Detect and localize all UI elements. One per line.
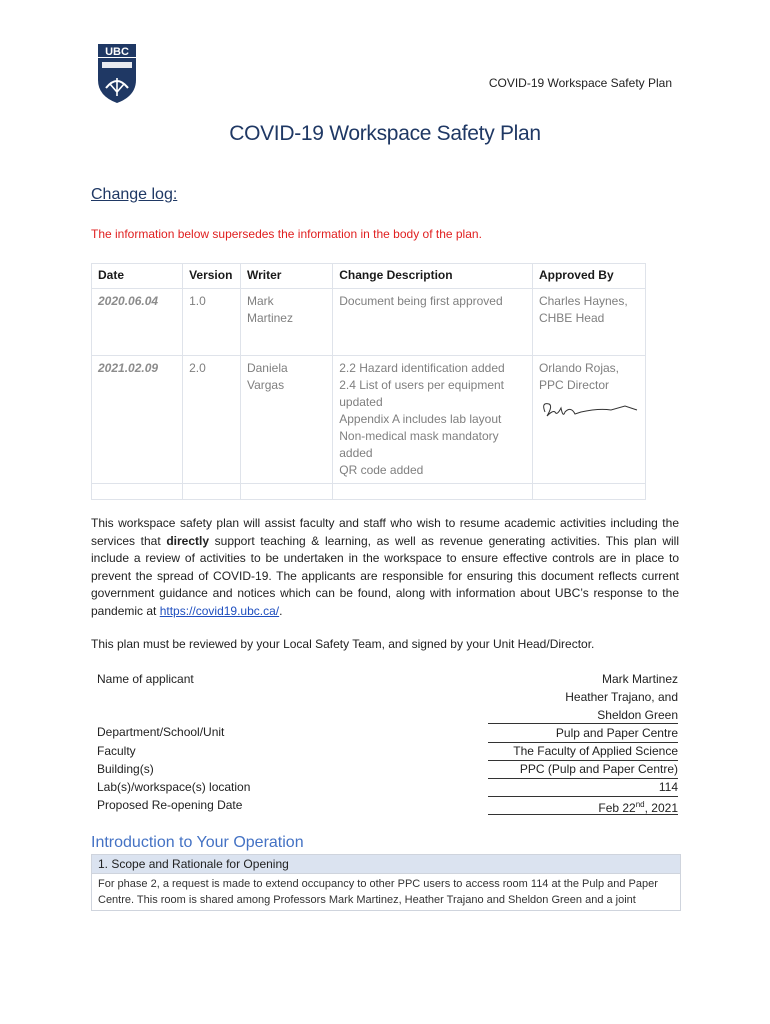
writer-line: Mark (246, 294, 274, 308)
applicant-name-value (565, 670, 678, 724)
paragraph-text: . (279, 603, 283, 618)
paragraph-text: support teaching & learning, as well as revenue generating activities. This plan will include a review of activities to be undertaken in the workspace to ensure effective controls are in place to prevent the spread of COVID-19. The applicants are responsible for ensuring this document reflects current government guidance and notices which can be found, along with information about UBC’s response to the pandemic at (91, 533, 679, 618)
header-title: COVID-19 Workspace Safety Plan (488, 76, 672, 90)
writer-line: Daniela (246, 361, 288, 375)
department-label: Department/School/Unit (97, 725, 225, 739)
review-note: This plan must be reviewed by your Local Safety Team, and signed by your Unit Head/Director. (91, 637, 595, 651)
applicant-name-label: Name of applicant (97, 672, 194, 686)
signature-image (539, 398, 639, 424)
version-cell: 2.0 (183, 356, 241, 484)
description-line: Document being first approved (339, 294, 503, 308)
scope-section (91, 854, 681, 911)
writer-line: Martinez (246, 311, 293, 325)
paragraph-emphasis: directly (166, 533, 209, 548)
change-log-table (91, 263, 646, 500)
applicant-name-line: Sheldon Green (597, 708, 678, 722)
scope-text-line: For phase 2, a request is made to extend occupancy to other PPC users to access room 114 at the Pulp and Paper (98, 878, 658, 890)
table-row (92, 484, 646, 500)
description-line: QR code added (339, 463, 424, 477)
description-line: added (339, 446, 373, 460)
department-value: Pulp and Paper Centre (555, 726, 678, 740)
writer-cell (240, 356, 332, 484)
approved-by-cell (532, 289, 645, 356)
faculty-value: The Faculty of Applied Science (513, 744, 678, 758)
covid-info-link[interactable]: https://covid19.ubc.ca/ (159, 603, 280, 618)
description-line: Non-medical mask mandatory (339, 429, 499, 443)
paragraph-text: This workspace safety plan will assist faculty and staff who wish to resume academic activities including the services that (91, 516, 679, 548)
description-line: 2.2 Hazard identification added (339, 361, 505, 375)
lab-location-label: Lab(s)/workspace(s) location (97, 780, 251, 794)
column-header: Version (183, 264, 241, 289)
table-row (92, 356, 646, 484)
faculty-label: Faculty (97, 744, 136, 758)
scope-section-text (92, 874, 680, 910)
approver-line: Charles Haynes, (538, 294, 628, 308)
intro-paragraph (91, 515, 679, 620)
scope-section-title: 1. Scope and Rationale for Opening (92, 855, 680, 874)
table-header-row (92, 264, 646, 289)
section-heading: Introduction to Your Operation (91, 834, 304, 851)
building-label: Building(s) (97, 762, 154, 776)
field-underline (488, 778, 678, 779)
approved-by-cell (532, 356, 645, 484)
approver-line: PPC Director (538, 378, 609, 392)
table-row (92, 289, 646, 356)
description-line: Appendix A includes lab layout (339, 412, 502, 426)
reopening-date-value: Feb 22nd, 2021 (598, 800, 678, 815)
approver-line: CHBE Head (538, 311, 605, 325)
lab-location-value: 114 (658, 780, 678, 794)
column-header: Writer (240, 264, 332, 289)
approver-line: Orlando Rojas, (538, 361, 620, 375)
date-cell: 2021.02.09 (92, 356, 183, 484)
writer-cell (240, 289, 332, 356)
column-header: Change Description (333, 264, 533, 289)
description-line: updated (339, 395, 383, 409)
reopening-date-label: Proposed Re-opening Date (97, 798, 243, 812)
scope-text-line: Centre. This room is shared among Professors Mark Martinez, Heather Trajano and Sheldon Green and a joint (98, 894, 636, 906)
change-log-heading: Change log: (91, 186, 178, 203)
writer-line: Vargas (246, 378, 285, 392)
building-value: PPC (Pulp and Paper Centre) (519, 762, 678, 776)
svg-text:UBC: UBC (105, 46, 129, 58)
page-title: COVID-19 Workspace Safety Plan (229, 122, 541, 145)
description-line: 2.4 List of users per equipment (339, 378, 504, 392)
applicant-name-line: Mark Martinez (601, 672, 678, 686)
change-log-notice: The information below supersedes the information in the body of the plan. (91, 227, 482, 241)
ubc-logo (96, 44, 138, 104)
description-cell (333, 289, 533, 356)
applicant-name-line: Heather Trajano, and (565, 690, 678, 704)
description-cell (333, 356, 533, 484)
version-cell: 1.0 (183, 289, 241, 356)
column-header: Date (92, 264, 183, 289)
field-underline (488, 814, 678, 815)
column-header: Approved By (532, 264, 645, 289)
date-cell: 2020.06.04 (92, 289, 183, 356)
